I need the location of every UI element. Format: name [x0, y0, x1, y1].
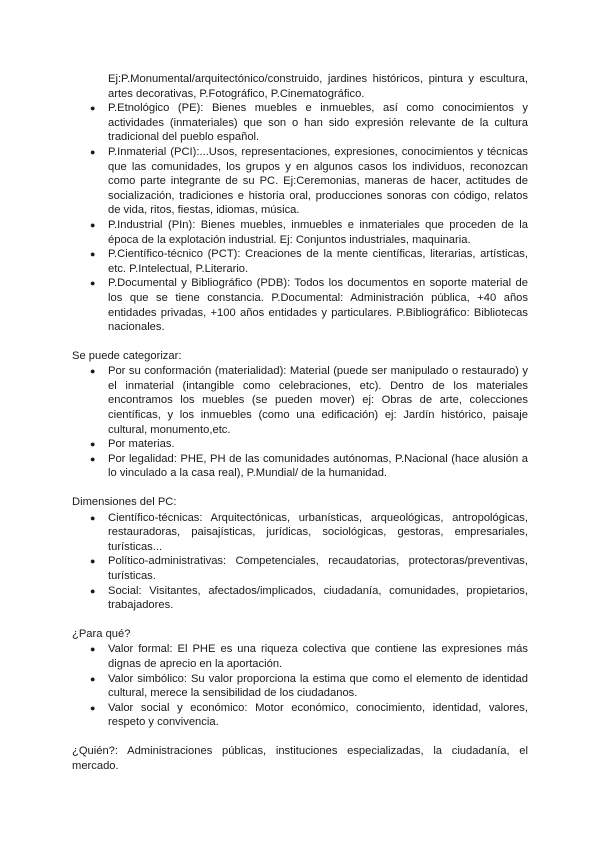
list-item: ● Valor social y económico: Motor económico, conocimiento, identidad, valores, respeto y convivencia.	[90, 701, 528, 729]
list-item: ● P.Documental y Bibliográfico (PDB): Todos los documentos en soporte material de los que se tiene constancia. P.Documental: Administración pública, +40 años entidades privadas, +100 años entidades y particulares. P.Bibliográfico: Bibliotecas nacionales.	[90, 277, 528, 334]
list-item: ● Por su conformación (materialidad): Material (puede ser manipulado o restaurado) y el inmaterial (intangible como celebraciones, etc). Dentro de los materiales encontramos los muebles (se pueden mover) ej: Obras de arte, colecciones científicas, y los inmuebles (como una edificación) ej: Jardín histórico, paisaje cultural, monumento,etc.	[90, 365, 528, 436]
list-item: ● Valor simbólico: Su valor proporciona la estima que como el elemento de identidad cultural, merece la sensibilidad de los ciudadanos.	[90, 672, 528, 700]
categorize-list	[72, 364, 528, 481]
quien-paragraph: ¿Quién?: Administraciones públicas, instituciones especializadas, la ciudadanía, el mercado.	[72, 744, 528, 772]
document-page	[72, 72, 528, 773]
bullet-icon: ●	[90, 702, 96, 713]
bullet-icon: ●	[90, 512, 96, 523]
list-item: ● Político-administrativas: Competenciales, recaudatorias, protectoras/preventivas, turísticas.	[90, 555, 528, 582]
section-heading: ¿Para qué?	[72, 627, 131, 640]
list-item: ● P.Industrial (PIn): Bienes muebles, inmuebles e inmateriales que proceden de la época de la explotación industrial. Ej: Conjuntos industriales, maquinaria.	[90, 218, 528, 246]
section-heading: Dimensiones del PC:	[72, 496, 177, 509]
section-heading: Se puede categorizar:	[72, 349, 182, 362]
bullet-icon: ●	[90, 439, 96, 450]
bullet-icon: ●	[90, 103, 96, 114]
list-item: ● Científico-técnicas: Arquitectónicas, urbanísticas, arqueológicas, antropológicas, restauradoras, paisajísticas, jurídicas, sociológicas, gestoras, empresariales, turísticas...	[90, 511, 528, 553]
values-list	[72, 642, 528, 730]
bullet-icon: ●	[90, 219, 96, 230]
list-item: ● P.Científico-técnico (PCT): Creaciones de la mente científicas, literarias, artísticas, etc. P.Intelectual, P.Literario.	[90, 248, 528, 275]
list-item: ● Por materias.	[90, 438, 175, 451]
bullet-icon: ●	[90, 644, 96, 655]
heritage-types-list	[72, 101, 528, 335]
categorize-section	[72, 349, 528, 481]
list-item: ● Valor formal: El PHE es una riqueza colectiva que contiene las expresiones más dignas de aprecio en la aportación.	[90, 643, 528, 670]
list-item: ● P.Etnológico (PE): Bienes muebles e inmuebles, así como conocimientos y actividades (inmateriales) que son o han sido expresión relevante de la cultura tradicional del pueblo español.	[90, 102, 528, 144]
dimensions-list	[72, 511, 528, 613]
bullet-icon: ●	[90, 556, 96, 567]
dimensions-section	[72, 495, 528, 613]
list-item: ● Por legalidad: PHE, PH de las comunidades autónomas, P.Nacional (hace alusión a lo vinculado a la casa real), P.Mundial/ de la humanidad.	[90, 452, 528, 480]
list-item: ● P.Inmaterial (PCI):...Usos, representaciones, expresiones, conocimientos y técnicas que las comunidades, los grupos y en algunos casos los individuos, reconozcan como parte integrante de su PC. Ej:Ceremonias, maneras de hacer, actitudes de socialización, tradiciones e historia oral, producciones sonoras con código, relatos de vida, ritos, fiestas, idiomas, música.	[90, 145, 528, 217]
bullet-icon: ●	[90, 278, 96, 289]
bullet-icon: ●	[90, 146, 96, 157]
bullet-icon: ●	[90, 453, 96, 464]
bullet-icon: ●	[90, 585, 96, 596]
bullet-icon: ●	[90, 249, 96, 260]
list-item: ● Social: Visitantes, afectados/implicados, ciudadanía, comunidades, propietarios, trabajadores.	[90, 584, 528, 612]
para-que-section	[72, 627, 528, 730]
bullet-icon: ●	[90, 366, 96, 377]
continuation-text: Ej:P.Monumental/arquitectónico/construido, jardines históricos, pintura y escultura, artes decorativas, P.Fotográfico, P.Cinematográfico.	[108, 73, 528, 100]
bullet-icon: ●	[90, 673, 96, 684]
